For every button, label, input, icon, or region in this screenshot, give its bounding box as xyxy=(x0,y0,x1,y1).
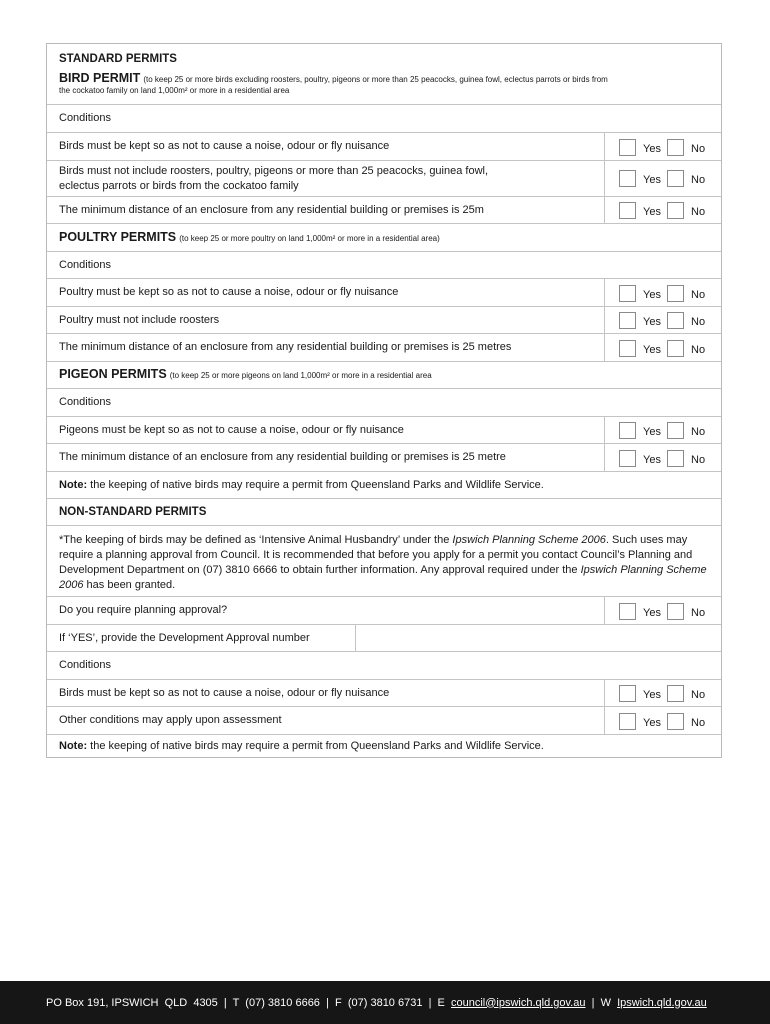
footer-separator: | W xyxy=(585,996,618,1009)
poultry-permit-title: POULTRY PERMITS xyxy=(59,229,177,244)
conditions-label: Conditions xyxy=(59,112,111,124)
planning-approval-row xyxy=(47,596,721,624)
no-checkbox[interactable] xyxy=(667,340,684,357)
poultry-permit-title-row xyxy=(47,223,721,251)
condition-text: Birds must not include roosters, poultry, pigeons or more than 25 peacocks, guinea fowl, xyxy=(59,164,489,177)
condition-text-block xyxy=(59,161,607,196)
condition-row xyxy=(47,679,721,706)
yes-checkbox[interactable] xyxy=(619,139,636,156)
footer-address: PO Box 191, IPSWICH QLD 4305 | T (07) 3810 6666 | F (07) 3810 6731 | E xyxy=(46,996,451,1009)
conditions-label: Conditions xyxy=(59,396,111,408)
footer-website-link[interactable]: Ipswich.qld.gov.au xyxy=(617,996,707,1009)
condition-text: Other conditions may apply upon assessment xyxy=(59,714,282,726)
footer-contact xyxy=(46,997,707,1009)
no-label: No xyxy=(691,174,706,186)
footer-email-link[interactable]: council@ipswich.qld.gov.au xyxy=(451,996,586,1009)
condition-text: The minimum distance of an enclosure from any residential building or premises is 25m xyxy=(59,203,484,216)
no-checkbox[interactable] xyxy=(667,139,684,156)
no-label: No xyxy=(691,289,706,301)
condition-text: Pigeons must be kept so as not to cause a noise, odour or fly nuisance xyxy=(59,423,404,436)
no-label: No xyxy=(691,689,706,701)
condition-row xyxy=(47,132,721,160)
yes-label: Yes xyxy=(643,454,661,466)
yes-label: Yes xyxy=(643,689,661,701)
yes-checkbox[interactable] xyxy=(619,170,636,187)
no-checkbox[interactable] xyxy=(667,422,684,439)
planning-scheme-ref: Ipswich Planning Scheme 2006 xyxy=(452,534,606,546)
condition-row xyxy=(47,278,721,306)
no-checkbox[interactable] xyxy=(667,170,684,187)
no-checkbox[interactable] xyxy=(667,285,684,302)
yes-no-group xyxy=(604,133,721,160)
no-checkbox[interactable] xyxy=(667,450,684,467)
yes-checkbox[interactable] xyxy=(619,603,636,620)
no-label: No xyxy=(691,316,706,328)
yes-label: Yes xyxy=(643,344,661,356)
development-approval-number-field[interactable] xyxy=(355,625,721,651)
pigeon-permit-title-row xyxy=(47,361,721,388)
no-label: No xyxy=(691,206,706,218)
yes-no-group xyxy=(604,444,721,471)
no-label: No xyxy=(691,426,706,438)
bird-conditions-label-row xyxy=(47,104,721,132)
note-text: the keeping of native birds may require a permit from Queensland Parks and Wildlife Service. xyxy=(87,739,544,752)
section-heading-non-standard: NON-STANDARD PERMITS xyxy=(59,505,207,518)
yes-no-group xyxy=(604,707,721,734)
yes-checkbox[interactable] xyxy=(619,685,636,702)
condition-text: Poultry must not include roosters xyxy=(59,313,220,326)
section-heading-standard: STANDARD PERMITS xyxy=(59,53,177,65)
yes-checkbox[interactable] xyxy=(619,202,636,219)
bird-permit-desc-2: the cockatoo family on land 1,000m² or more in a residential area xyxy=(59,86,290,95)
yes-checkbox[interactable] xyxy=(619,450,636,467)
yes-no-group xyxy=(604,417,721,443)
permit-form xyxy=(46,43,722,758)
condition-text: Birds must be kept so as not to cause a noise, odour or fly nuisance xyxy=(59,686,390,699)
yes-checkbox[interactable] xyxy=(619,312,636,329)
note-label: Note: xyxy=(59,739,88,752)
non-standard-conditions-label-row xyxy=(47,651,721,679)
yes-no-group xyxy=(604,597,721,624)
yes-checkbox[interactable] xyxy=(619,422,636,439)
conditions-label: Conditions xyxy=(59,659,111,671)
no-label: No xyxy=(691,454,706,466)
no-label: No xyxy=(691,143,706,155)
no-label: No xyxy=(691,344,706,356)
note-row xyxy=(47,471,721,498)
paragraph-text: . Such uses may require a planning approval from Council. It is recommended that before you apply for a permit you contact Council’s Planning and Development Department on (07) 3810 6666 to obtain further information. Any approval required under the xyxy=(59,534,693,576)
no-checkbox[interactable] xyxy=(667,603,684,620)
condition-row xyxy=(47,706,721,734)
bird-permit-title: BIRD PERMIT xyxy=(59,71,141,85)
condition-text: eclectus parrots or birds from the cockatoo family xyxy=(59,179,299,192)
yes-label: Yes xyxy=(643,289,661,301)
standard-permits-header xyxy=(47,44,721,104)
note-text: the keeping of native birds may require a permit from Queensland Parks and Wildlife Service. xyxy=(87,478,544,491)
yes-label: Yes xyxy=(643,143,661,155)
yes-checkbox[interactable] xyxy=(619,713,636,730)
yes-no-group xyxy=(604,197,721,223)
yes-no-group xyxy=(604,680,721,706)
yes-label: Yes xyxy=(643,607,661,619)
yes-label: Yes xyxy=(643,316,661,328)
condition-text: The minimum distance of an enclosure from any residential building or premises is 25 metres xyxy=(59,341,512,353)
yes-no-group xyxy=(604,334,721,361)
no-label: No xyxy=(691,717,706,729)
yes-label: Yes xyxy=(643,174,661,186)
yes-checkbox[interactable] xyxy=(619,340,636,357)
paragraph-text: *The keeping of birds may be defined as ‘Intensive Animal Husbandry’ under the xyxy=(59,534,453,546)
yes-label: Yes xyxy=(643,206,661,218)
no-checkbox[interactable] xyxy=(667,685,684,702)
poultry-conditions-label-row xyxy=(47,251,721,278)
bird-permit-desc-1: (to keep 25 or more birds excluding roosters, poultry, pigeons or more than 25 peacocks, guinea fowl, eclectus parrots or birds from xyxy=(143,75,608,84)
pigeon-conditions-label-row xyxy=(47,388,721,416)
planning-info-paragraph xyxy=(47,525,721,596)
condition-row xyxy=(47,160,721,196)
note-label: Note: xyxy=(59,478,88,491)
condition-text: Birds must be kept so as not to cause a noise, odour or fly nuisance xyxy=(59,140,390,152)
development-approval-row xyxy=(47,624,721,651)
poultry-permit-desc: (to keep 25 or more poultry on land 1,000m² or more in a residential area) xyxy=(179,233,440,243)
yes-no-group xyxy=(604,279,721,306)
condition-text: The minimum distance of an enclosure from any residential building or premises is 25 metre xyxy=(59,451,506,463)
yes-no-group xyxy=(604,161,721,196)
yes-checkbox[interactable] xyxy=(619,285,636,302)
condition-row xyxy=(47,333,721,361)
non-standard-header-row xyxy=(47,498,721,525)
development-approval-label: If ‘YES’, provide the Development Approval number xyxy=(59,631,310,644)
pigeon-permit-title: PIGEON PERMITS xyxy=(59,367,167,381)
yes-label: Yes xyxy=(643,717,661,729)
pigeon-permit-desc: (to keep 25 or more pigeons on land 1,000m² or more in a residential area xyxy=(169,371,432,380)
condition-row xyxy=(47,416,721,443)
no-checkbox[interactable] xyxy=(667,312,684,329)
no-checkbox[interactable] xyxy=(667,713,684,730)
footer-bar xyxy=(0,981,770,1024)
planning-scheme-ref: Ipswich Planning Scheme 2006 xyxy=(59,564,707,591)
conditions-label: Conditions xyxy=(59,258,111,271)
note-row xyxy=(47,734,721,757)
condition-row xyxy=(47,443,721,471)
condition-row xyxy=(47,196,721,223)
condition-text: Poultry must be kept so as not to cause a noise, odour or fly nuisance xyxy=(59,286,399,298)
yes-no-group xyxy=(604,307,721,333)
condition-row xyxy=(47,306,721,333)
no-label: No xyxy=(691,607,706,619)
no-checkbox[interactable] xyxy=(667,202,684,219)
paragraph-text: has been granted. xyxy=(83,579,176,591)
planning-approval-question: Do you require planning approval? xyxy=(59,604,228,616)
yes-label: Yes xyxy=(643,426,661,438)
